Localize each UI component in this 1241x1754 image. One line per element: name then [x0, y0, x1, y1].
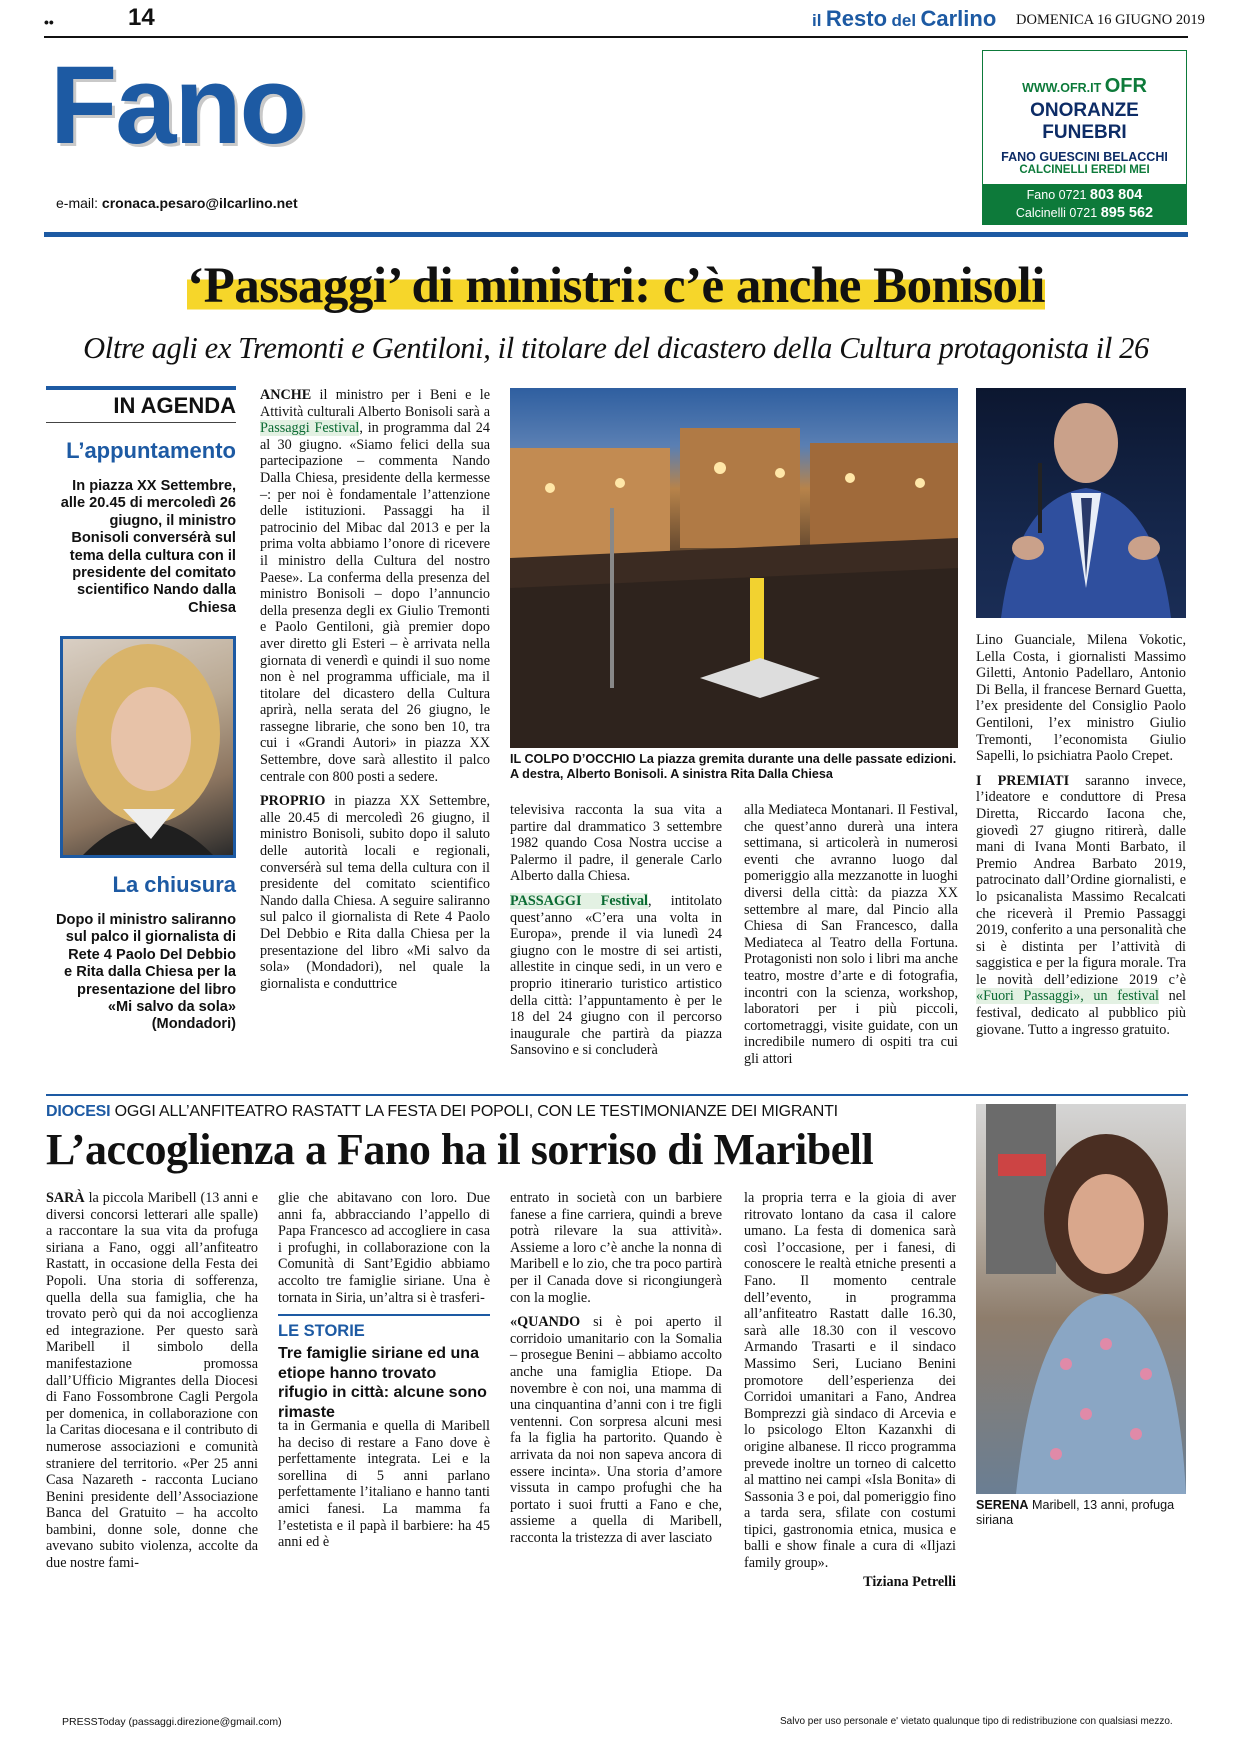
article2-col2-top: [278, 1190, 490, 1314]
ad-phone-calcinelli: Calcinelli 0721 895 562: [1015, 205, 1154, 221]
ad-line4: CALCINELLI EREDI MEI: [1019, 164, 1150, 176]
email-address[interactable]: cronaca.pesaro@ilcarlino.net: [101, 195, 298, 211]
caption2-lead: SERENA: [976, 1498, 1029, 1512]
article2-col3-p1: entrato in società con un barbiere fanese a fine carriera, quindi a breve potrà rilevare la sua attività». Assieme a loro c’è anche la nonna di Maribell e lo zio, che tra poco partirà per il Canada dove si ricongiungerà con la moglie.: [510, 1190, 722, 1306]
article2-col2-p2: ta in Germania e quella di Maribell ha deciso di restare a Fano dove è perfettamente integrata. Lei e la sorellina di 5 anni parlano perfettamente l’italiano e hanno tanti amici fanesi. La mamma fa l’estetista e il papà il barbiere: ha 45 anni ed è: [278, 1418, 490, 1551]
article1-subheadline: Oltre agli ex Tremonti e Gentiloni, il titolare del dicastero della Cultura protagonista il 26: [83, 331, 1149, 365]
stories-title: Tre famiglie siriane ed una etiope hanno trovato rifugio in città: alcune sono rimaste: [278, 1345, 487, 1421]
section-email: [56, 195, 298, 211]
logo-il: il: [812, 11, 822, 30]
maribell-illustration: [976, 1104, 1186, 1494]
ad-line2: FUNEBRI: [1042, 122, 1127, 143]
article1-col1-p1: ANCHE il ministro per i Beni e le Attività culturali Alberto Bonisoli sarà a Passaggi Festival, in programma dal 24 al 30 giugno. «Siamo felici della sua partecipazione – commenta Nando Dalla Chiesa, presidente della kermesse –: per noi è fondamentale l’attenzione delle istituzioni. Passaggi ha il patrocinio del Mibac dal 2013 e per la prima volta abbiamo l’onore di ricevere il ministro della Cultura del nostro Paese». La conferma della presenza del ministro Bonisoli – dopo l’annuncio della presenza degli ex Giulio Tremonti e Paolo Gentiloni, già premier dopo aver diretto gli Esteri – è arrivata nella giornata di venerdì e quindi il suo nome non è nel programma ufficiale, ma il titolare del dicastero della Cultura aprirà, nella serata del 26 giugno, le rassegne librarie, che sono ben 10, tra cui i «Grandi Autori» in piazza XX Settembre, dove sarà allestito il palco centrale con 800 posti a sedere.: [260, 387, 490, 785]
ad-line3: FANO GUESCINI BELACCHI: [1001, 150, 1168, 164]
photo-alberto-bonisoli: [976, 388, 1186, 618]
ad-header: [983, 75, 1186, 98]
agenda-label: IN AGENDA: [113, 393, 236, 418]
caption2-text: Maribell, 13 anni, profuga siriana: [976, 1498, 1175, 1527]
footer-source: PRESSToday (passaggi.direzione@gmail.com): [62, 1716, 282, 1728]
logo-del: del: [891, 11, 917, 30]
article2-col3-p2: «QUANDO si è poi aperto il corridoio umanitario con la Somalia – prosegue Benini – abbiamo accolto anche una famiglia Etiope. Da novembre è con noi, una mamma di una cinquantina d’anni con i tre figli ventenni. Con sorpresa alcuni mesi fa la figlia ha partorito. Quando è arrivata da noi non sapeva ancora di essere incinta». Una storia d’amore vissuta in campo profughi che ha portato i suoi frutti a Fano e che, assieme a quella di Maribell, racconta la tristezza di aver lasciato: [510, 1314, 722, 1546]
article2-author: Tiziana Petrelli: [863, 1573, 956, 1590]
page-dots: ••: [44, 14, 54, 30]
logo-carlino: Carlino: [920, 6, 997, 31]
article2-col4: [744, 1190, 956, 1598]
article2-col1: [46, 1190, 258, 1580]
agenda-box1-title: L’appuntamento: [66, 438, 236, 463]
section-rule: [44, 232, 1188, 237]
ad-url: WWW.OFR.IT: [1022, 81, 1102, 95]
photo-piazza-crowd: [510, 388, 958, 748]
agenda-underline: [46, 422, 236, 423]
section-title: Fano: [50, 44, 305, 167]
agenda-box2-title: La chiusura: [112, 872, 236, 897]
kicker-text: OGGI ALL’ANFITEATRO RASTATT LA FESTA DEI POPOLI, CON LE TESTIMONIANZE DEI MIGRANTI: [110, 1103, 838, 1120]
stories-box: [278, 1314, 490, 1422]
headline-highlight: ‘Passaggi’ di ministri: c’è anche Bonisoli: [187, 258, 1045, 314]
article1-photo-caption: [510, 752, 958, 782]
article1-col3-p1: alla Mediateca Montanari. Il Festival, che quest’anno durerà una intera settimana, si articolerà in numerosi eventi che avranno luogo dal pomeriggio alla mezzanotte in luoghi diversi della città: da piazza XX settembre al mare, dal Pincio alla Chiesa di San Francesco, dalla Mediateca al Teatro della Fortuna. Protagonisti non solo i libri ma anche teatro, mostre d’arte e di fotografia, incontri con la scienza, workshop, laboratori per i più piccoli, cortometraggi, visite guidate, con un incredibile numero di ospiti tra cui gli attori: [744, 802, 958, 1067]
kicker-section: DIOCESI: [46, 1103, 111, 1120]
photo-maribell: [976, 1104, 1186, 1494]
bonisoli-illustration: [976, 388, 1186, 618]
article2-headline: L’accoglienza a Fano ha il sorriso di Maribell: [46, 1125, 874, 1174]
funeral-ad[interactable]: [982, 50, 1187, 225]
ad-line1: ONORANZE: [1030, 100, 1139, 121]
page-number: 14: [128, 4, 155, 31]
issue-date: DOMENICA 16 GIUGNO 2019: [1016, 12, 1205, 28]
article1-col1: [260, 387, 490, 1000]
agenda-box1-text: In piazza XX Settembre, alle 20.45 di mercoledì 26 giugno, il ministro Bonisoli conversérà sul tema della cultura con il presidente del comitato scientifico Nando dalla Chiesa: [60, 478, 236, 616]
crowd-illustration: [510, 388, 958, 748]
masthead-rule: [44, 36, 1188, 38]
email-label: e-mail:: [56, 195, 99, 211]
article2-kicker: [46, 1103, 838, 1121]
article2-col2-p1: glie che abitavano con loro. Due anni fa, abbracciando l’appello di Papa Francesco ad accogliere in casa i profughi, in collaborazione con la Comunità di Sant’Egidio abbiamo accolto tre famiglie siriane. Una è tornata in Siria, un’altra si è trasferi-: [278, 1190, 490, 1306]
article2-col4-p1: la propria terra e la gioia di aver ritrovato lontano da casa il calore umano. La festa di domenica sarà così l’occasione, per i fanesi, di conoscere le realtà etniche presenti a Fano. Il momento centrale dell’evento, in programma all’anfiteatro Rastatt dalle 16.30, sarà alle 18.30 con il vescovo Armando Trasarti e il sindaco Massimo Seri, Luciano Benini promotore dell’esperienza dei Corridoi umanitari a Fano, Andrea Bomprezzi già sindaco di Arcevia e lo psicologo Elton Kazanxhi di origine albanese. Il ricco programma prevede inoltre un torneo di calcetto al mattino nei campi «Isla Bonita» di Sassonia 3 e poi, dal pomeriggio fino a tarda sera, sfilate con costumi tipici, gastronomia etnica, musica e balli e show finale a cura di «Iljazi family group».: [744, 1190, 956, 1572]
agenda-box2-text: Dopo il ministro saliranno sul palco il giornalista di Rete 4 Paolo Del Debbio e Rita dalla Chiesa per la presentazione del libro «Mi salvo da sola» (Mondadori): [56, 912, 237, 1033]
agenda-rule: [46, 386, 236, 390]
newspaper-logo: [812, 6, 996, 32]
caption-text: La piazza gremita durante una delle passate edizioni. A destra, Alberto Bonisoli. A sinistra Rita Dalla Chiesa: [510, 752, 957, 781]
article1-col4-p2: I PREMIATI saranno invece, l’ideatore e conduttore di Presa Diretta, Riccardo Iacona che, giovedì 27 giugno ritirerà, dalle mani di Ivana Monti Barbato, il Premio Andrea Barbato 2019, patrocinato dall’Ordine giornalisti, e lo psicanalista Massimo Recalcati che riceverà il Premio Passaggi 2019, conferito a una personalità che si è distinta per l’attività di saggistica e per la figura morale. Tra le novità dell’edizione 2019 c’è «Fuori Passaggi», un festival nel festival, dedicato al pubblico più giovane. Tutto a ingresso gratuito.: [976, 772, 1186, 1038]
article2-rule: [46, 1094, 1188, 1096]
caption-lead: IL COLPO D’OCCHIO: [510, 752, 636, 766]
article2-col3: [510, 1190, 722, 1554]
article1-col4-p1: Lino Guanciale, Milena Vokotic, Lella Costa, i giornalisti Massimo Giletti, Antonio Padellaro, Antonio Di Bella, il francese Bernard Guetta, l’ex presidente del Consiglio Paolo Gentiloni, l’ex ministro Giulio Tremonti, l’economista Giulio Sapelli, lo psichiatra Paolo Crepet.: [976, 632, 1186, 765]
article1-col2-p2: PASSAGGI Festival, intitolato quest’anno «C’era una volta in Europa», prende il via lunedì 24 giugno con le mostre di sei artisti, allestite in cinque sedi, in un vero e proprio itinerario turistico artistico della città: l’appuntamento è per le 18 del 24 giugno con il percorso inaugurale che partirà da piazza Sansovino e si concluderà: [510, 892, 722, 1059]
footer-disclaimer: Salvo per uso personale e' vietato qualunque tipo di redistribuzione con qualsiasi mezzo.: [780, 1716, 1173, 1727]
article1-col2-p1: televisiva racconta la sua vita a partire dal drammatico 3 settembre 1982 quando Cosa Nostra uccise a Palermo il padre, il generale Carlo Alberto dalla Chiesa.: [510, 802, 722, 885]
article1-col2: [510, 802, 722, 1067]
article1-col4: [976, 632, 1186, 1046]
stories-label: LE STORIE: [278, 1322, 365, 1340]
portrait-illustration: [63, 639, 233, 855]
photo-rita-dalla-chiesa: [60, 636, 236, 858]
article1-col1-p2: PROPRIO in piazza XX Settembre, alle 20.45 di mercoledì 26 giugno, il ministro Bonisoli, subito dopo il saluto delle autorità locali e regionali, conversérà sul tema della cultura con il presidente del comitato scientifico Nando dalla Chiesa. A seguire saliranno sul palco il giornalista di Rete 4 Paolo Del Debbio e Rita dalla Chiesa per la presentazione del libro «Mi salvo da sola» (Mondadori), nel quale la giornalista e conduttrice: [260, 793, 490, 992]
logo-resto: Resto: [825, 6, 888, 31]
article1-col3: [744, 802, 958, 1076]
ad-phone-fano: Fano 0721 803 804: [1026, 187, 1143, 203]
article2-photo-caption: [976, 1498, 1186, 1528]
ad-phones: [983, 184, 1186, 224]
article1-headline: [44, 256, 1188, 316]
ad-logo: OFR: [1104, 75, 1147, 97]
article2-col1-p1: SARÀ la piccola Maribell (13 anni e diversi concorsi letterari alle spalle) a raccontare la sua vita da profuga siriana a Fano, oggi all’anfiteatro Rastatt, in occasione della Festa dei Popoli. Una storia di sofferenza, quella della sua famiglia, che ha trovato però qui da noi accoglienza ed integrazione. Per questo sarà Maribell il simbolo della manifestazione promossa dall’Ufficio Migrantes della Diocesi di Fano Fossombrone Cagli Pergola per domenica, in collaborazione con la Caritas diocesana e il contributo di numerose associazioni e comunità straniere del territorio. «Per 25 anni Casa Nazareth - racconta Luciano Benini presidente dell’Associazione Banca del Gratuito – ha accolto bambini, donne sole, donne che avevano subito violenza, accolte da due nostre fami-: [46, 1190, 258, 1572]
article2-col2-bottom: [278, 1418, 490, 1559]
